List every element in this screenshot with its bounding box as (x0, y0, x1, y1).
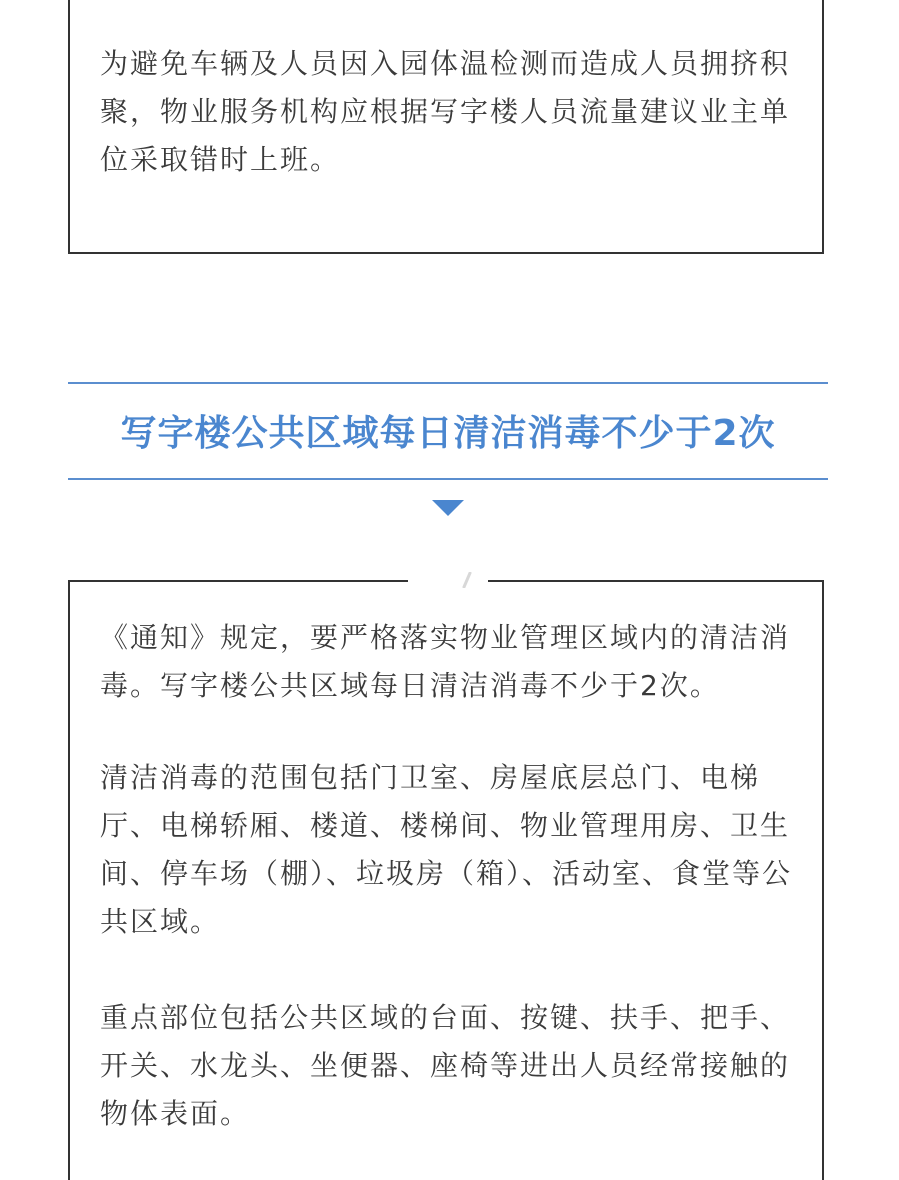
top-content-box (68, 0, 824, 254)
heading-top-rule (68, 382, 828, 384)
paragraph: 清洁消毒的范围包括门卫室、房屋底层总门、电梯厅、电梯轿厢、楼道、楼梯间、物业管理用房、卫生间、停车场（棚）、垃圾房（箱）、活动室、食堂等公共区域。 (100, 761, 793, 938)
paragraph: 为避免车辆及人员因入园体温检测而造成人员拥挤积聚，物业服务机构应根据写字楼人员流量建议业主单位采取错时上班。 (100, 47, 791, 176)
border-gap (408, 570, 488, 594)
paragraph: 重点部位包括公共区域的台面、按键、扶手、把手、开关、水龙头、坐便器、座椅等进出人员经常接触的物体表面。 (100, 1001, 791, 1130)
heading-bottom-rule (68, 478, 828, 480)
bottom-content-box (68, 580, 824, 1180)
paragraph: 《通知》规定，要严格落实物业管理区域内的清洁消毒。写字楼公共区域每日清洁消毒不少于2次。 (100, 621, 791, 702)
triangle-down-icon (432, 500, 464, 516)
slash-decoration-icon (460, 572, 474, 588)
section-title: 写字楼公共区域每日清洁消毒不少于2次 (120, 413, 776, 454)
